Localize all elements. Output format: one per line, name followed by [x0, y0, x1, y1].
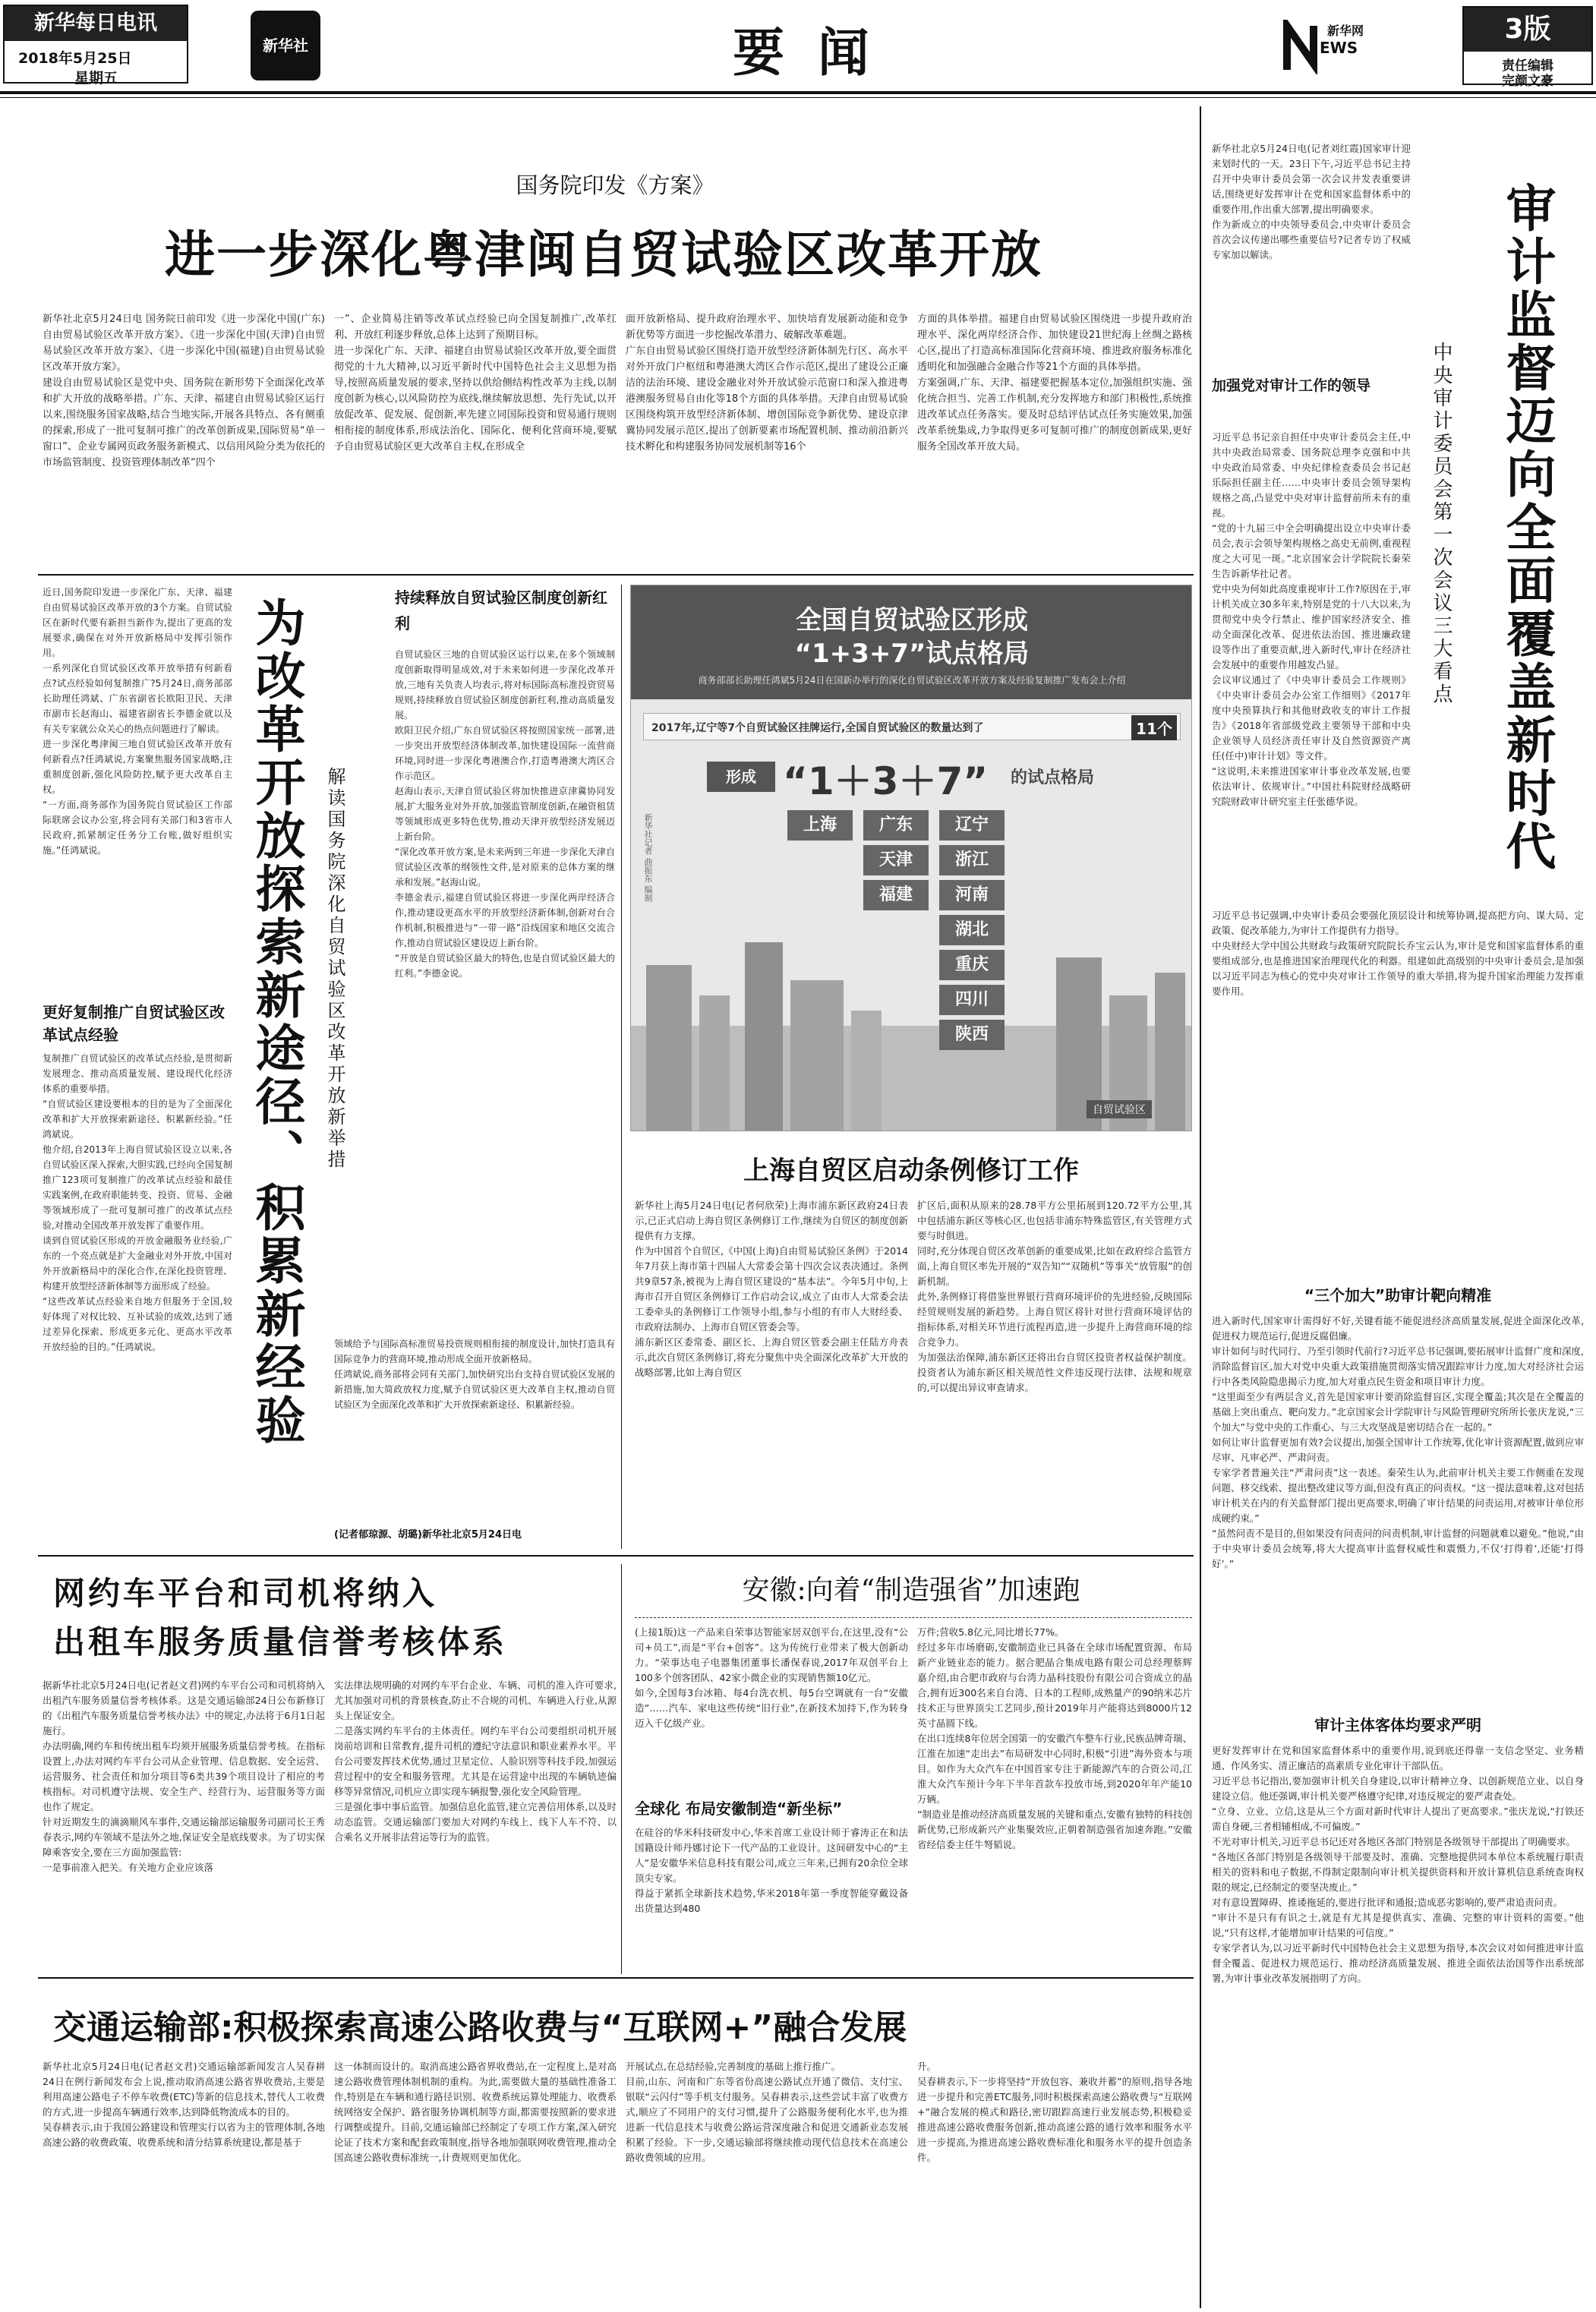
ftz-group-1-list	[787, 810, 853, 841]
a7-col-c: 进入新时代,国家审计需得好不好,关键看能不能促进经济高质量发展,促进全面深化改革,促进权力规范运行,促进反腐倡廉。 审计如何与时代同行、乃至引领时代前行?习近平总书记强调,要拓展审计监督广度和深度,消除监督盲区,加大对党中央重大政策措施贯彻落实情况跟踪审计力度,加大对经济社会运行中各类风险隐患揭示力度,加大对重点民生资金和项目审计力度。 “这里面至少有两层含义,首先是国家审计要消除监督盲区,实现全覆盖;其次是在全覆盖的基础上突出重点、靶向发力。”北京国家会计学院审计与风险管理研究所所长张庆龙说,“三个加大”与党中央的工作重心、与三大攻坚战是密切结合在一起的。” 如何让审计监督更加有效?会议提出,加强全国审计工作统筹,优化审计资源配置,做到应审尽审、凡审必严、严肃问责。 专家学者普遍关注“严肃问责”这一表述。秦荣生认为,此前审计机关主要工作侧重在发现问题、移交线索、提出整改建议等方面,但没有真正的问责权。“这一提法意味着,这对包括审计机关在内的有关监督部门提出更高要求,明确了审计结果的问责运用,对被审计单位形成硬约束。” “虽然问责不是目的,但如果没有问责问的问责机制,审计监督的问题就难以避免。”他说,“由于中央审计委员会统筹,将大大提高审计监督权威性和震慑力,不仅‘打得着’,还能‘打得好’。”	[1212, 1315, 1584, 1569]
ftz-zone-box: 重庆	[939, 950, 1005, 980]
page-number: 3版	[1464, 8, 1591, 52]
a1-bottom-rule	[38, 574, 1194, 576]
a5-subhead: 全球化 布局安徽制造“新坐标”	[635, 1799, 843, 1818]
a1-col-4: 方面的具体举措。福建自由贸易试验区围绕进一步提升政府治理水平、深化两岸经济合作、加快建设21世纪海上丝绸之路核心区,提出了打造高标准国际化营商环境、推进政府服务标准化透明化和加强融合金融合作等21个方面的具体举措。 方案强调,广东、天津、福建要把握基本定位,加强组织实施、强化统合担当、完善工作机制,充分发挥地方和部门积极性,系统推进改革试点任务落实。要及时总结评估试点任务实施效果,加强改革系统集成,力争取得更多可复制可推广的制度创新成果,更好服务全国改革开放大局。	[917, 314, 1192, 453]
graphic-form-label: 形成	[707, 762, 775, 792]
graphic-tag: 自贸试验区	[1087, 1100, 1152, 1118]
ftz-zone-box: 辽宁	[939, 810, 1005, 841]
ftz-group-7-list	[939, 810, 1005, 1050]
a7-col-d: 更好发挥审计在党和国家监督体系中的重要作用,说到底还得靠一支信念坚定、业务精通、作风务实、清正廉洁的高素质专业化审计干部队伍。 习近平总书记指出,要加强审计机关自身建设,以审计精神立身、以创新规范立业、以自身建设立信。他还强调,审计机关要严格遵守纪律,对违反规定的要严肃查处。 “立身、立业、立信,这是从三个方面对新时代审计人提出了更高要求。”张庆龙说,“打铁还需自身硬,三者相辅相成,不可偏废。” 不光对审计机关,习近平总书记还对各地区各部门特别是各级领导干部提出了明确要求。 “各地区各部门特别是各级领导干部要及时、准确、完整地提供同本单位本系统履行职责相关的资料和电子数据,不得制定限制向审计机关提供资料和开放计算机信息系统查询权限的规定,已经制定的要坚决废止。” 对有意设置障碍、推诿拖延的,要进行批评和通报;造成恶劣影响的,要严肃追责问责。 “审计不是只有有识之士,就是有尤其是提供真实、准确、完整的审计资料的需要。”他说,“只有这样,才能增加审计结果的可信度。” 专家学者认为,以习近平新时代中国特色社会主义思想为指导,本次会议对如何推进审计监督全覆盖、促进权力规范运行、推动经济高质量发展、推进全面依法治国等作出系统部署,为审计事业改革发展指明了方向。	[1212, 1745, 1584, 1984]
graphic-formula: “1＋3＋7”	[783, 759, 989, 803]
a3-headline: 上海自贸区启动条例修订工作	[743, 1156, 1079, 1186]
a1-col-2: 一”、企业简易注销等改革试点经验已向全国复制推广,改革红利、开放红利逐步释放,总体上达到了预期目标。 进一步深化广东、天津、福建自由贸易试验区改革开放,要全面贯彻党的十九大精神,以习近平新时代中国特色社会主义思想为指导,按照高质量发展的要求,坚持以供给侧结构性改革为主线,以制度创新为核心,以风险防控为底线,继续解放思想、先行先试,以开放促改革、促发展、促创新,率先建立同国际投资和贸易通行规则相衔接的制度体系,形成法治化、国际化、便利化营商环境,要赋予自由贸易试验区更大改革自主权,在形成全	[334, 314, 617, 453]
a2-subtitle: 解读国务院深化自贸试验区改革开放新举措	[324, 767, 345, 1171]
a4-right-rule	[621, 1564, 622, 1974]
a6-headline: 交通运输部:积极探索高速公路收费与“互联网+”融合发展	[53, 2008, 907, 2047]
a5-headline-rule	[635, 1617, 1192, 1618]
ftz-group-1	[787, 810, 853, 845]
a4-col-2: 实法律法规明确的对网约车平台企业、车辆、司机的准入许可要求,尤其加强对司机的背景核查,防止不合规的司机、车辆进入行业,从源头上保证安全。 二是落实网约车平台的主体责任。网约车平台公司要组织司机开展岗前培训和日常教育,提升司机的遵纪守法意识和职业素养水平。平台公司要发挥技术优势,通过卫星定位、人脸识别等科技手段,加强运营过程中的安全和服务管理。尤其是在运营途中出现的车辆轨迹偏移等异常情况,司机应立即实现车辆报警,强化安全风险管理。 三是强化事中事后监管。加强信息化监管,建立完善信用体系,以及时动态监管。交通运输部门要加大对网约车线上、线下人车不符、以合乘名义开展非法营运等行为的监管。	[334, 1680, 617, 1843]
graphic-banner-text: 2017年,辽宁等7个自贸试验区挂牌运行,全国自贸试验区的数量达到了	[651, 722, 984, 734]
a2-col-1: 近日,国务院印发进一步深化广东、天津、福建自由贸易试验区改革开放的3个方案。自贸试验区在新时代要有新担当新作为,提出了更高的发展要求,确保在对外开放新格局中发挥引领作用。 一系列深化自贸试验区改革开放举措有何新看点?试点经验如何复制推广?5月24日,商务部部长助理任鸿斌、广东省副省长欧阳卫民、天津市副市长赵海山、福建省副省长李德金就以及有关专家就公众关心的热点问题进行了解读。 进一步深化粤津闽三地自贸试验区改革开放有何新看点?任鸿斌说,方案聚焦服务国家战略,注重制度创新,强化风险防控,赋予更大改革自主权。 “一方面,商务部作为国务院自贸试验区工作部际联席会议办公室,将会同有关部门和3省市人民政府,抓紧制定任务分工台账,做好组织实施。”任鸿斌说。	[43, 587, 232, 856]
a6-col-4: 升。 吴春耕表示,下一步将坚持“开放包容、兼收并蓄”的原则,指导各地进一步提升和完善ETC服务,同时积极探索高速公路收费与“互联网+”融合发展的模式和路径,密切跟踪高速行业发展态势,积极稳妥推进高速公路收费服务创新,推动高速公路的通行效率和服务水平进一步提高,为推进高速公路收费标准化和服务水平的提升创造条件。	[917, 2061, 1192, 2163]
a2-col-1b: 复制推广自贸试验区的改革试点经验,是贯彻新发展理念、推动高质量发展、建设现代化经济体系的重要举措。 “自贸试验区建设要根本的目的是为了全面深化改革和扩大开放探索新途径、积累新经验。”任鸿斌说。 他介绍,自2013年上海自贸试验区设立以来,各自贸试验区深入探索,大胆实践,已经向全国复制推广123项可复制推广的改革试点经验和最佳实践案例,在政府职能转变、投资、贸易、金融等领域形成了一批可复制可推广的改革试点经验,对推动全国改革开放发挥了重要作用。 谈到自贸试验区形成的开放金融服务业经验,广东的一个亮点就是扩大金融业对外开放,中国对外开放新格局中的深化合作,在深化投资管理、构建开放型经济新体制等方面形成了经验。 “这些改革试点经验来自地方但服务于全国,较好体现了对权比较、互补试验的成效,达到了通过差异化探索、形成更多元化、更高水平改革开放经验的目的。”任鸿斌说。	[43, 1053, 232, 1352]
a5-col-2: 万件;营收5.8亿元,同比增长77%。 经过多年市场磨砺,安徽制造业已具备在全球市场配置资源、布局新产业链业态的能力。据合肥晶合集成电路有限公司总经理蔡辉嘉介绍,由合肥市政府与台湾力晶科技股份有限公司合资成立的晶合,拥有近300名来自台湾、日本的工程师,成熟量产的90纳米芯片技术正与世界顶尖工艺同步,预计2019年月产能将达到8000片12英寸晶圆下线。 在出口连续8年位居全国第一的安徽汽车整车行业,民族品牌奇瑞、江淮在加速“走出去”布局研发中心同时,积极“引进”海外资本与项目。如作为大众汽车在中国首家专注于新能源汽车的合资公司,江淮大众汽车预计今年下半年首款车投放市场,到2020年年产能10万辆。 “制造业是推动经济高质量发展的关键和重点,安徽有独特的科技创新优势,已形成新兴产业集聚效应,正朝着制造强省加速奔跑。”安徽省经信委主任牛弩韬说。	[917, 1626, 1192, 1850]
a1-col-1: 新华社北京5月24日电 国务院日前印发《进一步深化中国(广东)自由贸易试验区改革开放方案》、《进一步深化中国(天津)自由贸易试验区改革开放方案》、《进一步深化中国(福建)自由贸易试验区改革开放方案》。 建设自由贸易试验区是党中央、国务院在新形势下全面深化改革和扩大开放的战略举措。广东、天津、福建自由贸易试验区运行以来,围绕服务国家战略,结合当地实际,开展各具特点、各有侧重的探索,形成了一批可复制可推广的改革创新成果,国际贸易“单一窗口”、企业专属网页政务服务新模式、以信用风险分类为依托的市场监管制度、投资管理体制改革“四个	[43, 314, 325, 468]
a2-col-2b: 领域给予与国际高标准贸易投资规则相衔接的制度设计,加快打造具有国际竞争力的营商环境,推动形成全面开放新格局。 任鸿斌说,商务部将会同有关部门,加快研究出台支持自贸试验区发展的新措施,加大简政放权力度,赋予自贸试验区更大改革自主权,推动自贸试验区为全面深化改革和扩大开放探索新途径、积累新经验。	[334, 1339, 615, 1410]
a6-col-1: 新华社北京5月24日电(记者赵文君)交通运输部新闻发言人吴春耕24日在例行新闻发布会上说,推动取消高速公路省界收费站,主要是利用高速公路电子不停车收费(ETC)等新的信息技术,替代人工收费的方式,进一步提高车辆通行效率,达到降低物流成本的目的。 吴春耕表示,由于我国公路建设和管理实行以省为主的管理体制,各地高速公路的收费政策、收费系统和清分结算系统建设,都是基于	[43, 2061, 325, 2148]
a4-headline-1: 网约车平台和司机将纳入	[53, 1575, 438, 1612]
a7-subhead-2: “三个加大”助审计靶向精准	[1304, 1286, 1492, 1304]
ftz-group-7	[939, 810, 1005, 1055]
lower-rule	[38, 1977, 1194, 1979]
a6-col-3: 开展试点,在总结经验,完善制度的基础上推行推广。 目前,山东、河南和广东等省份高速公路试点开通了微信、支付宝、银联“云闪付”等手机支付服务。吴春耕表示,这些尝试丰富了收费方式,顺应了不同用户的支付习惯,提升了公路服务便利化水平,也为推进新一代信息技术与收费公路运营深度融合和促进交通新业态发展积累了经验。下一步,交通运输部将继续推动现代信息技术在高速公路收费领域的应用。	[626, 2061, 908, 2163]
graphic-note: 商务部部长助理任鸿斌5月24日在国新办举行的深化自贸试验区改革开放方案及经验复制推广发布会上介绍	[698, 675, 1126, 686]
editor-role: 责任编辑	[1502, 58, 1553, 74]
a1-col-3: 面开放新格局、提升政府治理水平、加快培育发展新动能和竞争新优势等方面进一步挖掘改革潜力、破解改革难题。 广东自由贸易试验区围绕打造开放型经济新体制先行区、高水平对外开放门户枢纽和粤港澳大湾区合作示范区,提出了建设公正廉洁的法治环境、建设金融业对外开放试验示范窗口和深入推进粤港澳服务贸易自由化等18个方面的具体举措。天津自由贸易试验区围绕构筑开放型经济新体制、增创国际竞争新优势、建设京津冀协同发展示范区,提出了创新要素市场配置机制、推动前沿新兴技术孵化和构建服务协同发展机制等16个	[626, 314, 908, 453]
ftz-zone-box: 天津	[863, 845, 929, 875]
a7-headline: 审计监督迈向全面覆盖新时代	[1497, 182, 1556, 873]
xinhua-logo-icon	[251, 11, 320, 80]
a7-subhead-1: 加强党对审计工作的领导	[1212, 377, 1371, 394]
paper-name-box	[3, 5, 188, 87]
editor-name: 完颜文豪	[1502, 74, 1553, 89]
xinhua-logo-text: 新华社	[263, 36, 308, 55]
svg-text:EWS: EWS	[1320, 39, 1358, 57]
graphic-title-2: “1+3+7”试点格局	[794, 639, 1030, 669]
ftz-zone-box: 四川	[939, 985, 1005, 1015]
a3-col-1: 新华社上海5月24日电(记者何欣荣)上海市浦东新区政府24日表示,已正式启动上海自贸区条例修订工作,继续为自贸区的制度创新提供有力支撑。 作为中国首个自贸区,《中国(上海)自由贸易试验区条例》于2014年7月获上海市第十四届人大常委会第十四次会议表决通过。条例共9章57条,被视为上海自贸区建设的“基本法”。今年5月中旬,上海市召开自贸区条例修订工作启动会议,成立了由市人大常委会法工委牵头的条例修订工作领导小组,参与小组的有市人大财经委、市政府法制办、上海市自贸区管委会等。 浦东新区区委常委、副区长、上海自贸区管委会副主任陆方舟表示,此次自贸区条例修订,将充分聚焦中央全面深化改革扩大开放的战略部署,比如上海自贸区	[635, 1200, 908, 1378]
ftz-zone-box: 湖北	[939, 915, 1005, 945]
ftz-graphic	[630, 585, 1192, 1131]
a7-subhead-3: 审计主体客体均要求严明	[1314, 1716, 1481, 1734]
issue-date: 2018年5月25日	[18, 50, 132, 67]
a5-col-1b: 在硅谷的华米科技研发中心,华米首席工业设计师于睿涛正在和法国籍设计师丹娜讨论下一代产品的工业设计。这间研发中心的“主人”是安徽华米信息科技有限公司,成立三年来,已拥有20余位全球顶尖专家。 得益于紧抓全球新技术趋势,华米2018年第一季度智能穿戴设备出货量达到480	[635, 1827, 908, 1914]
a4-col-1: 据新华社北京5月24日电(记者赵文君)网约车平台公司和司机将纳入出租汽车服务质量信誉考核体系。这是交通运输部24日公布新修订的《出租汽车服务质量信誉考核办法》中的规定,办法将于6月1日起施行。 办法明确,网约车和传统出租车均须开展服务质量信誉考核。在指标设置上,办法对网约车平台公司从企业管理、信息数据、安全运营、运营服务、社会责任和加分项目等6类共39个项目设计了相应的考核指标。对司机遵守法规、安全生产、经营行为、运营服务等方面也作了规定。 针对近期发生的滴滴顺风车事件,交通运输部运输服务司副司长王秀春表示,网约车领域不是法外之地,保证安全是底线要求。为了切实保障乘客安全,要在三方面加强监管: 一是事前准入把关。有关地方企业应该落	[43, 1680, 325, 1873]
graphic-pattern-label: 的试点格局	[1011, 768, 1095, 787]
a1-kicker: 国务院印发《方案》	[516, 172, 714, 198]
masthead	[0, 0, 1596, 91]
ftz-group-3-list	[863, 810, 929, 910]
page-number-box	[1462, 6, 1593, 89]
a2-headline: 为改革开放探索新途径、积累新经验	[247, 597, 305, 1447]
ftz-zone-box: 广东	[863, 810, 929, 841]
ftz-group-3	[863, 810, 929, 915]
right-column-divider	[1200, 106, 1201, 2308]
a6-col-2: 这一体制而设计的。取消高速公路省界收费站,在一定程度上,是对高速公路收费管理体制机制的重构。为此,需要做大量的基础性准备工作,特别是在车辆和通行路径识别、收费系统运算处理能力、收费系统网络安全保护、路省服务协调机制等方面,都需要按照新的要求进行调整或提升。目前,交通运输部已经制定了专项工作方案,深入研究论证了技术方案和配套政策制度,指导各地加强联网收费管理,推动全国高速公路收费标准统一,计费规则更加优化。	[334, 2061, 617, 2163]
a7-lead: 新华社北京5月24日电(记者刘红霞)国家审计迎来划时代的一天。23日下午,习近平总书记主持召开中央审计委员会第一次会议并发表重要讲话,围绕更好发挥审计在党和国家监督体系中的重要作用,作出重大部署,提出明确要求。 作为新成立的中央领导委员会,中央审计委员会首次会议传递出哪些重要信号?记者专访了权威专家加以解读。	[1212, 143, 1411, 260]
a5-col-1: (上接1版)这一产品来自荣事达智能家居双创平台,在这里,没有“公司+员工”,而是“平台+创客”。这为传统行业带来了极大创新动力。“荣事达电子电器集团董事长潘保春说,2017年双创平台上100多个创客团队、42家小微企业的实现销售额10亿元。 如今,全国每3台冰箱、每4台洗衣机、每5台空调就有一台“安徽造”……汽车、家电这些传统“旧行业”,在新技术加持下,作为转身迈入千亿级产业。	[635, 1626, 908, 1729]
a2-byline: (记者郁琼源、胡璐)新华社北京5月24日电	[334, 1529, 522, 1541]
a3-col-2: 扩区后,面积从原来的28.78平方公里拓展到120.72平方公里,其中包括浦东新区等核心区,也包括非浦东特殊监管区,有关管理方式要与时俱进。 同时,充分体现自贸区改革创新的重要成果,比如在政府综合监管方面,上海自贸区率先开展的“双告知”“双随机”等事关“放管服”的创新机制。 此外,条例修订将借鉴世界银行营商环境评价的先进经验,反映国际经贸规则发展的新趋势。上海自贸区将针对世行营商环境评估的指标体系,对相关环节进行流程再造,进一步提升上海营商环境的综合竞争力。 为加强法治保障,浦东新区还将出台自贸区投资者权益保护制度。投资者认为浦东新区相关规范性文件违反现行法律、法规和规章的,可以提出异议审查请求。	[917, 1200, 1192, 1393]
a7-col-low: 习近平总书记强调,中央审计委员会要强化顶层设计和统筹协调,提高把方向、谋大局、定政策、促改革能力,为审计工作提供有力指导。 中央财经大学中国公共财政与政策研究院院长乔宝云认为,审计是党和国家监督体系的重要组成部分,也是推进国家治理现代化的利器。组建如此高级别的中央审计委员会,是加强以习近平同志为核心的党中央对审计工作领导的重大举措,将为提升国家治理能力发挥重要作用。	[1212, 910, 1584, 997]
masthead-rule-thin	[0, 97, 1596, 98]
a4-headline-2: 出租车服务质量信誉考核体系	[53, 1623, 508, 1661]
graphic-credit: 新华社记者 曲振东 编制	[643, 813, 653, 902]
graphic-title-1: 全国自贸试验区形成	[796, 605, 1028, 636]
section-title: 要 闻	[733, 23, 877, 84]
a1-headline: 进一步深化粤津闽自贸试验区改革开放	[165, 226, 1042, 284]
graphic-banner-count: 11个	[1131, 715, 1177, 740]
a7-subtitle: 中央审计委员会第一次会议三大看点	[1430, 342, 1452, 706]
a2-col-2: 自贸试验区三地的自贸试验区运行以来,在多个领域制度创新取得明显成效,对于未来如何进一步深化改革开放,三地有关负责人均表示,将对标国际高标准投资贸易规则,持续释放自贸试验区制度创新红利,推动高质量发展。 欧阳卫民介绍,广东自贸试验区将按照国家统一部署,进一步突出开放型经济体制改革,加快建设国际一流营商环境,同时进一步深化粤港澳合作,打造粤港澳大湾区合作示范区。 赵海山表示,天津自贸试验区将加快推进京津冀协同发展,扩大服务业对外开放,加强监管制度创新,在融资租赁等领域形成更多特色优势,推动天津开放型经济发展迈上新台阶。 “深化改革开放方案,是未来两到三年进一步深化天津自贸试验区改革的纲领性文件,是对原来的总体方案的继承和发展。”赵海山说。 李德金表示,福建自贸试验区将进一步深化两岸经济合作,推动建设更高水平的开放型经济新体制,创新对台合作机制,积极推进与“一带一路”沿线国家和地区交流合作,推动自贸试验区建设迈上新台阶。 “开放是自贸试验区最大的特色,也是自贸试验区最大的红利。”李德金说。	[395, 649, 615, 979]
mid-rule	[38, 1555, 1194, 1557]
masthead-rule	[0, 91, 1596, 94]
ftz-zone-box: 陕西	[939, 1020, 1005, 1050]
ftz-zone-box: 河南	[939, 880, 1005, 910]
a7-col-mid: 习近平总书记亲自担任中央审计委员会主任,中共中央政治局常委、国务院总理李克强和中共中央政治局常委、中央纪律检查委员会书记赵乐际担任副主任……中央审计委员会领导架构规格之高,凸显党中央对审计监督前所未有的重视。 “党的十九届三中全会明确提出设立中央审计委员会,表示会领导架构规格之高史无前例,重视程度之大可见一斑。”北京国家会计学院院长秦荣生告诉新华社记者。 党中央为何如此高度重视审计工作?原因在于,审计机关成立30多年来,特别是党的十八大以来,为贯彻党中央令行禁止、维护国家经济安全、推动全面深化改革、促进依法治国、推进廉政建设等作出了重要贡献,进入新时代,审计在经济社会发展中的重要作用越发凸显。 会议审议通过了《中央审计委员会工作规则》《中央审计委员会办公室工作细则》《2017年度中央预算执行和其他财政收支的审计工作报告》《2018年省部级党政主要领导干部和中央企业领导人员经济责任审计及自然资源资产离任(任中)审计计划》等文件。 “这说明,未来推进国家审计事业改革发展,也要依法审计、依规审计。”中国社科院财经战略研究院财政审计研究室主任张德华说。	[1212, 431, 1411, 807]
ftz-zone-box: 福建	[863, 880, 929, 910]
news-logo-icon	[1283, 20, 1374, 74]
a2-subhead-2: 持续释放自贸试验区制度创新红利	[395, 588, 607, 632]
ftz-zone-box: 上海	[787, 810, 853, 841]
a2-subhead-1: 更好复制推广自贸试验区改革试点经验	[43, 1003, 225, 1044]
a5-headline: 安徽:向着“制造强省”加速跑	[742, 1575, 1080, 1606]
news-logo-text: 新华网	[1327, 24, 1364, 38]
issue-weekday: 星期五	[74, 70, 118, 87]
ftz-zone-box: 浙江	[939, 845, 1005, 875]
paper-name: 新华每日电讯	[5, 6, 187, 41]
a2-right-rule	[621, 585, 622, 1549]
graphic-banner	[643, 713, 1181, 740]
graphic-city-skyline	[631, 904, 1192, 1131]
